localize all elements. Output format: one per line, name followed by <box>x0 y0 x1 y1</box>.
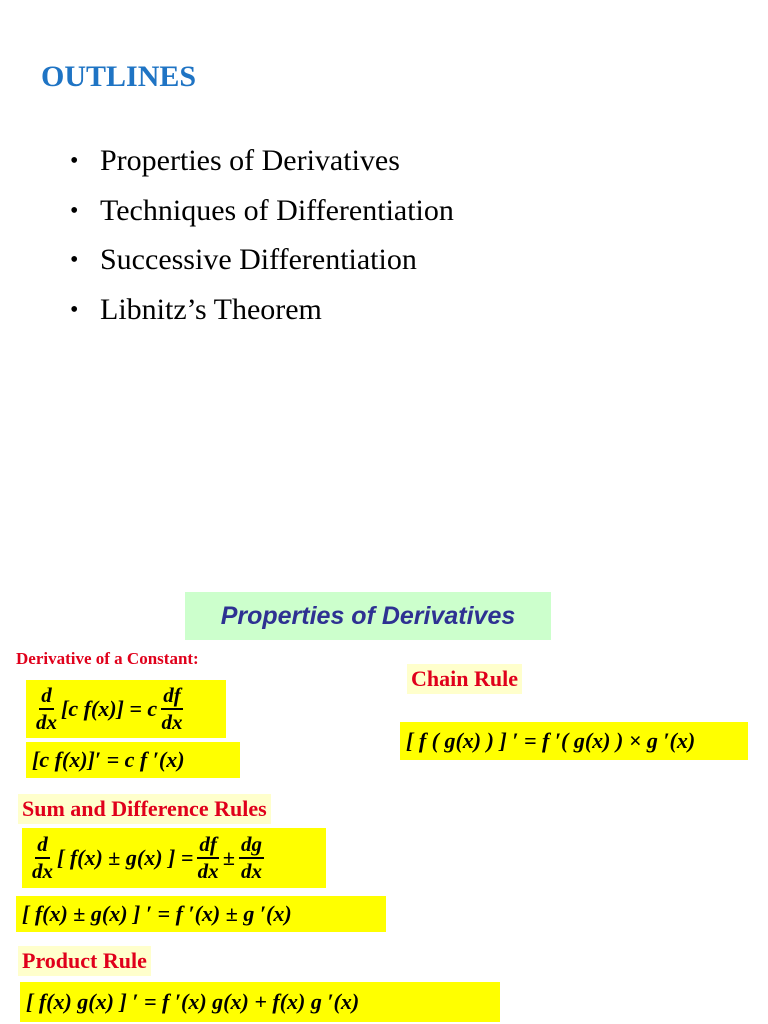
constant-rule-prime-formula <box>26 742 240 778</box>
formula-text: [ f(x) ± g(x) ] = <box>57 845 194 870</box>
outline-list <box>70 143 454 341</box>
sum-difference-label: Sum and Difference Rules <box>18 794 271 824</box>
fraction: $\frac{df}{dx}$ <box>161 683 183 734</box>
plus-minus-symbol: ± <box>222 845 235 870</box>
outline-item: • Techniques of Differentiation <box>70 193 454 243</box>
formula-text: [ f(x) ± g(x) ] ′ = f ′(x) ± g ′(x) <box>22 901 292 926</box>
sum-difference-prime-formula <box>16 896 386 932</box>
outline-item: • Libnitz’s Theorem <box>70 292 454 342</box>
sum-difference-formula <box>22 828 326 888</box>
chain-rule-formula <box>400 722 748 760</box>
fraction: $\frac{d}{dx}$ <box>36 683 57 734</box>
outline-item: • Successive Differentiation <box>70 242 454 292</box>
formula-text: [ f ( g(x) ) ] ′ = f ′( g(x) ) × g ′(x) <box>406 728 696 753</box>
chain-rule-label: Chain Rule <box>407 664 522 694</box>
outline-title: OUTLINES <box>41 60 197 93</box>
constant-rule-label: Derivative of a Constant: <box>16 649 199 668</box>
slide-banner-title: Properties of Derivatives <box>185 592 551 640</box>
outline-item: • Properties of Derivatives <box>70 143 454 193</box>
fraction: $\frac{df}{dx}$ <box>197 832 219 883</box>
product-rule-label: Product Rule <box>18 946 151 976</box>
constant-rule-formula <box>26 680 226 738</box>
formula-text: [ f(x) g(x) ] ′ = f ′(x) g(x) + f(x) g ′(x) <box>26 989 360 1014</box>
formula-text: [c f(x)] = c <box>61 696 158 721</box>
fraction: $\frac{dg}{dx}$ <box>240 832 262 883</box>
fraction: $\frac{d}{dx}$ <box>32 832 53 883</box>
product-rule-formula <box>20 982 500 1022</box>
formula-text: [c f(x)]′ = c f ′(x) <box>32 747 185 772</box>
